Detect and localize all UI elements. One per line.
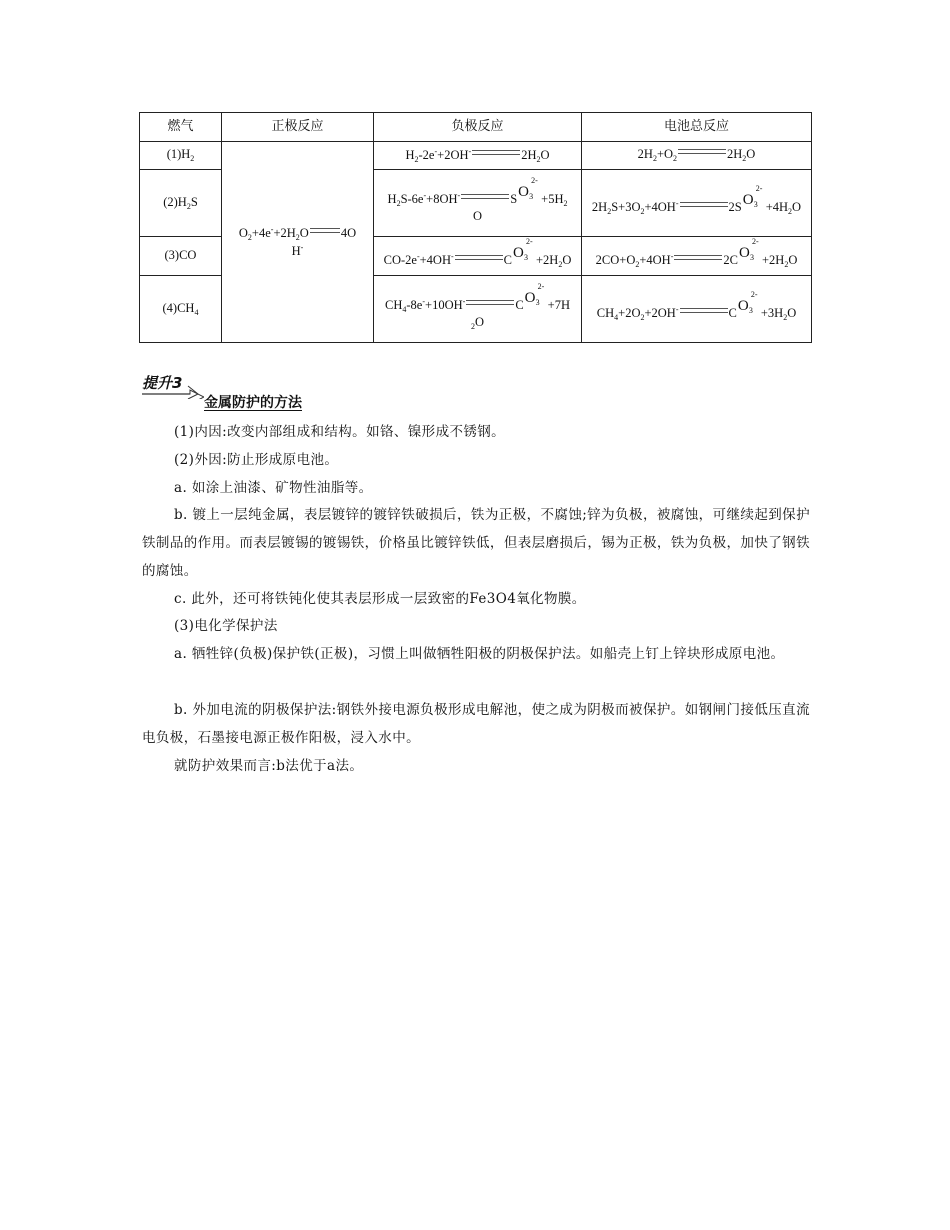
paragraph: c. 此外，还可将铁钝化使其表层形成一层致密的Fe3O4氧化物膜。	[174, 591, 586, 607]
paragraph: (3)电化学保护法	[174, 618, 278, 634]
negative-reaction-cell: $H_2S-6e^-+8OH^-$ S O 3 2- $+5H_2$ O	[374, 170, 582, 237]
paragraph: (2)外因:防止形成原电池。	[174, 452, 339, 468]
total-reaction-cell: $2H_2+O_2$ $2H_2O$	[582, 142, 812, 170]
paragraph: b. 外加电流的阴极保护法:钢铁外接电源负极形成电解池，使之成为阴极而被保护。如钢闸门接低压直流电负极，石墨接电源正极作阳极，浸入水中。	[142, 702, 810, 746]
negative-reaction-cell: $H_2-2e^-+2OH^-$ $2H_2O$	[374, 142, 582, 170]
equals-arrow-icon	[680, 202, 728, 207]
paragraph: b. 镀上一层纯金属，表层镀锌的镀锌铁破损后，铁为正极，不腐蚀;锌为负极，被腐蚀，可继续起到保护铁制品的作用。而表层镀锡的镀锡铁，价格虽比镀锌铁低，但表层磨损后，锡为正极，铁为负极，加快了钢铁的腐蚀。	[142, 507, 810, 579]
equals-arrow-icon	[678, 149, 726, 154]
equals-arrow-icon	[472, 150, 520, 155]
equals-arrow-icon	[455, 255, 503, 260]
paragraph: (1)内因:改变内部组成和结构。如铬、镍形成不锈钢。	[174, 424, 506, 440]
equals-arrow-icon	[674, 255, 722, 260]
equals-arrow-icon	[310, 228, 340, 233]
gas-cell: $(1)H_2$	[140, 142, 222, 170]
total-reaction-cell: $2H_2S+3O_2+4OH^-$ 2S O 3 2- $+4H_2O$	[582, 170, 812, 237]
gas-cell: (3)CO	[140, 237, 222, 276]
section-badge: 提升3	[142, 374, 183, 392]
carbonate-ion: O 3 2-	[524, 281, 545, 307]
carbonate-ion: O 3 2-	[513, 237, 533, 262]
negative-reaction-cell: CO-2e-+4OH- C O 3 2- $+2H_2O$	[374, 237, 582, 276]
equals-arrow-icon	[461, 194, 509, 199]
carbonate-sulfite-ion: O 3 2-	[518, 176, 538, 202]
table-row	[140, 142, 812, 170]
positive-reaction-cell: $O_2+4e^-+2H_2O$ 4O H-	[222, 142, 374, 343]
sulfite-ion: O 3 2-	[742, 184, 763, 209]
carbonate-ion: O 3 2-	[737, 290, 758, 315]
equals-arrow-icon	[466, 300, 514, 305]
section-title: 金属防护的方法	[204, 395, 302, 411]
header-gas: 燃气	[140, 113, 222, 142]
paragraph: a. 牺牲锌(负极)保护铁(正极)，习惯上叫做牺牲阳极的阴极保护法。如船壳上钉上锌块形成原电池。	[174, 646, 785, 662]
gas-cell: $(2)H_2S$	[140, 170, 222, 237]
total-reaction-cell: $CH_4+2O_2+2OH^-$ C O 3 2- $+3H_2O$	[582, 276, 812, 343]
header-positive: 正极反应	[222, 113, 374, 142]
negative-reaction-cell: $CH_4-8e^-+10OH^-$ C O 3 2- +7H $_2$O	[374, 276, 582, 343]
gas-cell: $(4)CH_4$	[140, 276, 222, 343]
paragraph: a. 如涂上油漆、矿物性油脂等。	[174, 480, 373, 496]
fuel-cell-table	[139, 112, 812, 343]
paragraph: 就防护效果而言:b法优于a法。	[174, 758, 364, 774]
equals-arrow-icon	[680, 308, 728, 313]
header-negative: 负极反应	[374, 113, 582, 142]
header-total: 电池总反应	[582, 113, 812, 142]
total-reaction-cell: $2CO+O_2+4OH^-$ 2C O 3 2- $+2H_2O$	[582, 237, 812, 276]
carbonate-ion: O 3 2-	[738, 237, 759, 262]
